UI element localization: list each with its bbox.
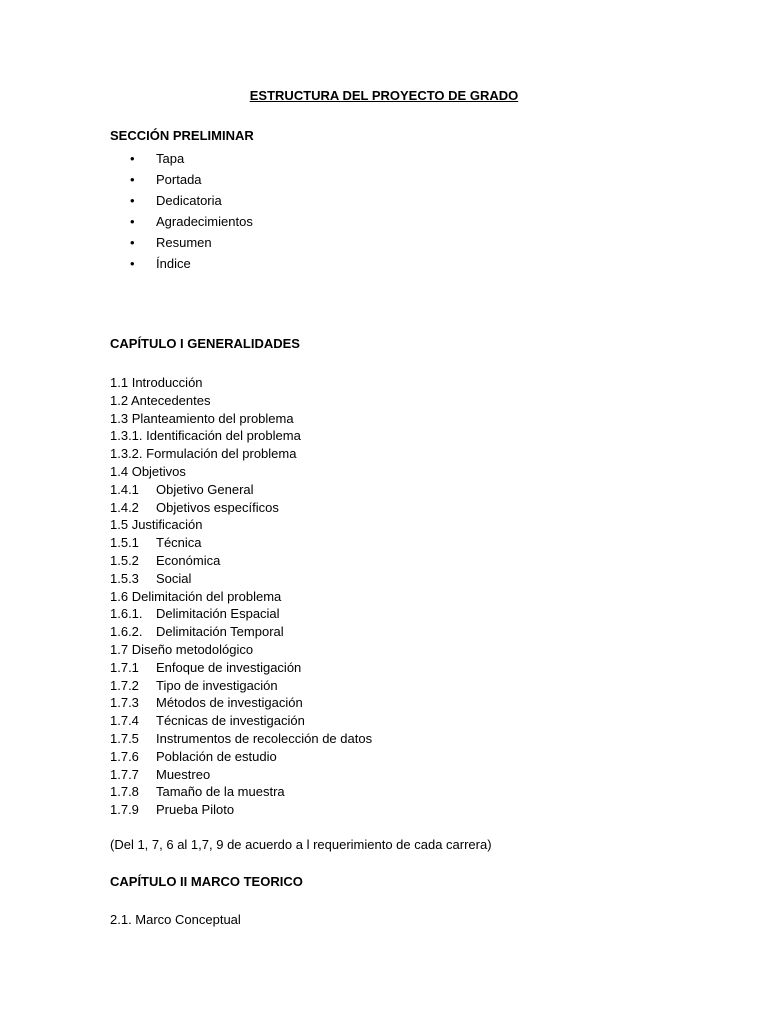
toc-item-number: 1.7.4 [110, 713, 139, 729]
toc-item [110, 481, 372, 499]
chapter1-note: (Del 1, 7, 6 al 1,7, 9 de acuerdo a l requerimiento de cada carrera) [110, 837, 492, 852]
chapter2-first-item: 2.1. Marco Conceptual [110, 912, 241, 927]
toc-item-number: 1.7.7 [110, 766, 139, 782]
chapter2-heading: CAPÍTULO II MARCO TEORICO [110, 874, 303, 889]
toc-item-label: Social [156, 570, 192, 586]
list-item [110, 190, 253, 211]
toc-item-number: 1.2 [110, 392, 129, 408]
list-item [110, 232, 253, 253]
toc-item-label: Muestreo [156, 766, 211, 782]
toc-item-number: 1.7.5 [110, 730, 139, 746]
toc-item-label: Económica [156, 552, 221, 568]
toc-item-number: 1.5.2 [110, 552, 139, 568]
toc-item-label: Delimitación del problema [131, 588, 282, 604]
toc-item-label: Planteamiento del problema [131, 410, 294, 426]
list-item [110, 148, 253, 169]
list-item-label: Tapa [156, 151, 185, 166]
toc-item-number: 1.5 [110, 517, 129, 533]
toc-item [110, 712, 372, 730]
chapter1-list [110, 374, 372, 819]
toc-item-number: 1.5.1 [110, 535, 139, 551]
toc-item [110, 659, 372, 677]
toc-item-number: 1.6.1. [110, 606, 143, 622]
toc-item-number: 1.7.2 [110, 677, 139, 693]
toc-item [110, 516, 372, 534]
toc-item-number: 1.3.1. [110, 428, 143, 444]
toc-item-label: Formulación del problema [146, 446, 297, 462]
bullet-icon: • [130, 235, 135, 250]
toc-item-number: 1.7.3 [110, 695, 139, 711]
toc-item [110, 570, 372, 588]
toc-item [110, 641, 372, 659]
toc-item-label: Objetivos [131, 463, 186, 479]
toc-item [110, 694, 372, 712]
list-item-label: Índice [156, 256, 191, 271]
toc-item [110, 766, 372, 784]
toc-item-label: Delimitación Temporal [156, 624, 284, 640]
preliminar-list [110, 148, 253, 274]
toc-item [110, 605, 372, 623]
toc-item-number: 1.3.2. [110, 446, 143, 462]
toc-item [110, 801, 372, 819]
toc-item-label: Identificación del problema [146, 428, 301, 444]
toc-item-number: 1.6.2. [110, 624, 143, 640]
toc-item [110, 427, 372, 445]
toc-item-number: 1.1 [110, 375, 129, 390]
toc-item-label: Enfoque de investigación [156, 659, 302, 675]
toc-item [110, 392, 372, 410]
toc-item [110, 445, 372, 463]
toc-item-label: Objetivo General [156, 481, 254, 497]
toc-item-number: 1.7.1 [110, 659, 139, 675]
toc-item-label: Instrumentos de recolección de datos [156, 730, 373, 746]
list-item [110, 169, 253, 190]
bullet-icon: • [130, 214, 135, 229]
toc-item-number: 1.3 [110, 410, 129, 426]
toc-item-label: Diseño metodológico [131, 641, 254, 657]
toc-item-number: 1.4.2 [110, 499, 139, 515]
toc-item-label: Objetivos específicos [156, 499, 279, 515]
list-item [110, 211, 253, 232]
toc-item-number: 1.7.8 [110, 784, 139, 800]
bullet-icon: • [130, 193, 135, 208]
toc-item-label: Antecedentes [130, 392, 211, 408]
list-item [110, 253, 253, 274]
toc-item [110, 410, 372, 428]
list-item-label: Dedicatoria [156, 193, 222, 208]
toc-item-label: Métodos de investigación [156, 695, 303, 711]
section-preliminar-heading: SECCIÓN PRELIMINAR [110, 128, 254, 143]
toc-item [110, 748, 372, 766]
toc-item [110, 730, 372, 748]
list-item-label: Agradecimientos [156, 214, 253, 229]
toc-item-number: 1.7 [110, 641, 129, 657]
toc-item [110, 534, 372, 552]
toc-item-label: Técnicas de investigación [156, 713, 305, 729]
list-item-label: Resumen [156, 235, 212, 250]
toc-item-label: Introducción [131, 375, 203, 390]
toc-item [110, 499, 372, 517]
bullet-icon: • [130, 256, 135, 271]
toc-item [110, 463, 372, 481]
toc-item-number: 1.4.1 [110, 481, 139, 497]
toc-item-number: 1.4 [110, 463, 129, 479]
toc-item-label: Prueba Piloto [156, 802, 235, 818]
toc-item-label: Delimitación Espacial [156, 606, 280, 622]
document-title: ESTRUCTURA DEL PROYECTO DE GRADO [249, 88, 519, 103]
toc-item-number: 1.6 [110, 588, 129, 604]
toc-item-label: Tipo de investigación [156, 677, 278, 693]
bullet-icon: • [130, 151, 135, 166]
toc-item-label: Técnica [156, 535, 202, 551]
toc-item [110, 588, 372, 606]
toc-item-label: Población de estudio [156, 748, 277, 764]
toc-item-label: Justificación [131, 517, 203, 533]
toc-item [110, 552, 372, 570]
list-item-label: Portada [156, 172, 202, 187]
toc-item-number: 1.7.6 [110, 748, 139, 764]
chapter1-heading: CAPÍTULO I GENERALIDADES [110, 336, 300, 351]
toc-item-number: 1.7.9 [110, 802, 139, 818]
bullet-icon: • [130, 172, 135, 187]
toc-item [110, 623, 372, 641]
toc-item [110, 677, 372, 695]
toc-item [110, 374, 372, 392]
toc-item-label: Tamaño de la muestra [156, 784, 285, 800]
toc-item-number: 1.5.3 [110, 570, 139, 586]
toc-item [110, 783, 372, 801]
